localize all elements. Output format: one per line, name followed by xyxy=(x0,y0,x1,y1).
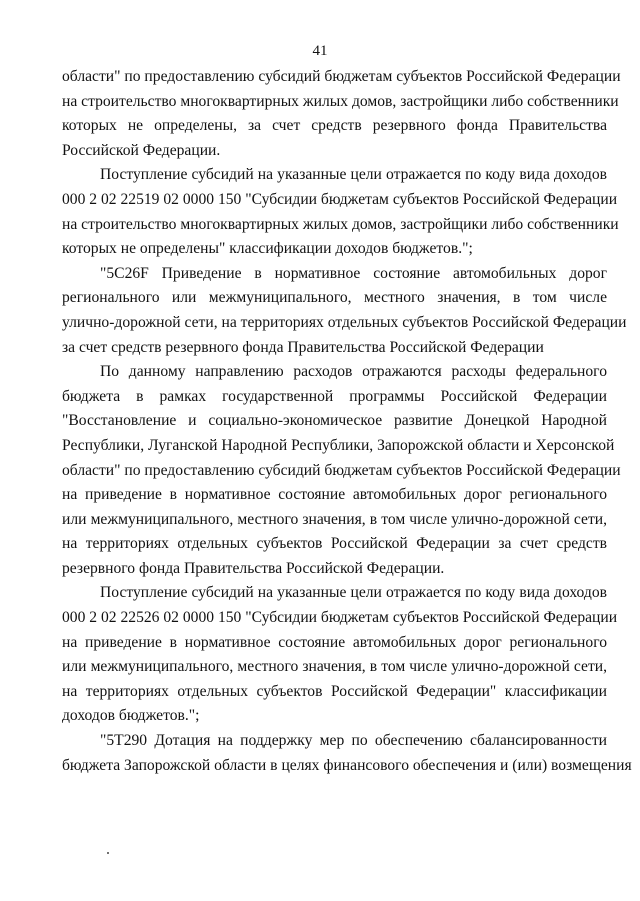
text-line: регионального или межмуниципального, местного значения, в том числе xyxy=(62,289,607,307)
text-line: на приведение в нормативное состояние автомобильных дорог регионального xyxy=(62,486,607,504)
text-line: на территориях отдельных субъектов Российской Федерации за счет средств xyxy=(62,535,607,553)
text-line: на строительство многоквартирных жилых домов, застройщики либо собственники xyxy=(62,215,619,233)
text-line: которых не определены, за счет средств резервного фонда Правительства xyxy=(62,117,607,135)
text-line: доходов бюджетов."; xyxy=(62,707,200,725)
text-line: области" по предоставлению субсидий бюджетам субъектов Российской Федерации xyxy=(62,68,621,85)
text-line: Республики, Луганской Народной Республики, Запорожской области и Херсонской xyxy=(62,436,615,454)
text-line: на приведение в нормативное состояние автомобильных дорог регионального xyxy=(62,633,607,651)
text-line: 000 2 02 22526 02 0000 150 "Субсидии бюджетам субъектов Российской Федерации xyxy=(62,609,618,627)
text-line: "Восстановление и социально-экономическое развитие Донецкой Народной xyxy=(62,412,607,430)
text-line: на строительство многоквартирных жилых домов, застройщики либо собственники xyxy=(62,92,619,110)
text-line: области" по предоставлению субсидий бюджетам субъектов Российской Федерации xyxy=(62,461,621,479)
paragraph-first-line: "5Т290 Дотация на поддержку мер по обеспечению сбалансированности xyxy=(100,732,607,750)
paragraph-first-line: "5С26F Приведение в нормативное состояние автомобильных дорог xyxy=(100,264,607,282)
text-line: Российской Федерации. xyxy=(62,141,221,159)
page-number: 41 xyxy=(312,43,328,59)
text-line: улично-дорожной сети, на территориях отдельных субъектов Российской Федерации xyxy=(62,313,627,331)
document-body xyxy=(62,65,632,778)
text-line: 000 2 02 22519 02 0000 150 "Субсидии бюджетам субъектов Российской Федерации xyxy=(62,190,618,208)
text-line: на территориях отдельных субъектов Российской Федерации" классификации xyxy=(62,682,607,700)
text-line: бюджета в рамках государственной программы Российской Федерации xyxy=(62,387,607,405)
text-line: бюджета Запорожской области в целях финансового обеспечения и (или) возмещения xyxy=(62,756,632,774)
text-line: за счет средств резервного фонда Правительства Российской Федерации xyxy=(62,338,544,356)
text-line: которых не определены" классификации доходов бюджетов."; xyxy=(62,240,473,258)
paragraph-first-line: Поступление субсидий на указанные цели отражается по коду вида доходов xyxy=(100,166,607,184)
text-line: резервного фонда Правительства Российской Федерации. xyxy=(62,559,445,577)
text-line: или межмуниципального, местного значения, в том числе улично-дорожной сети, xyxy=(62,658,607,676)
scan-speck xyxy=(107,852,109,854)
text-line: или межмуниципального, местного значения, в том числе улично-дорожной сети, xyxy=(62,510,607,528)
paragraph-first-line: По данному направлению расходов отражаются расходы федерального xyxy=(100,363,607,381)
paragraph-first-line: Поступление субсидий на указанные цели отражается по коду вида доходов xyxy=(100,584,607,602)
